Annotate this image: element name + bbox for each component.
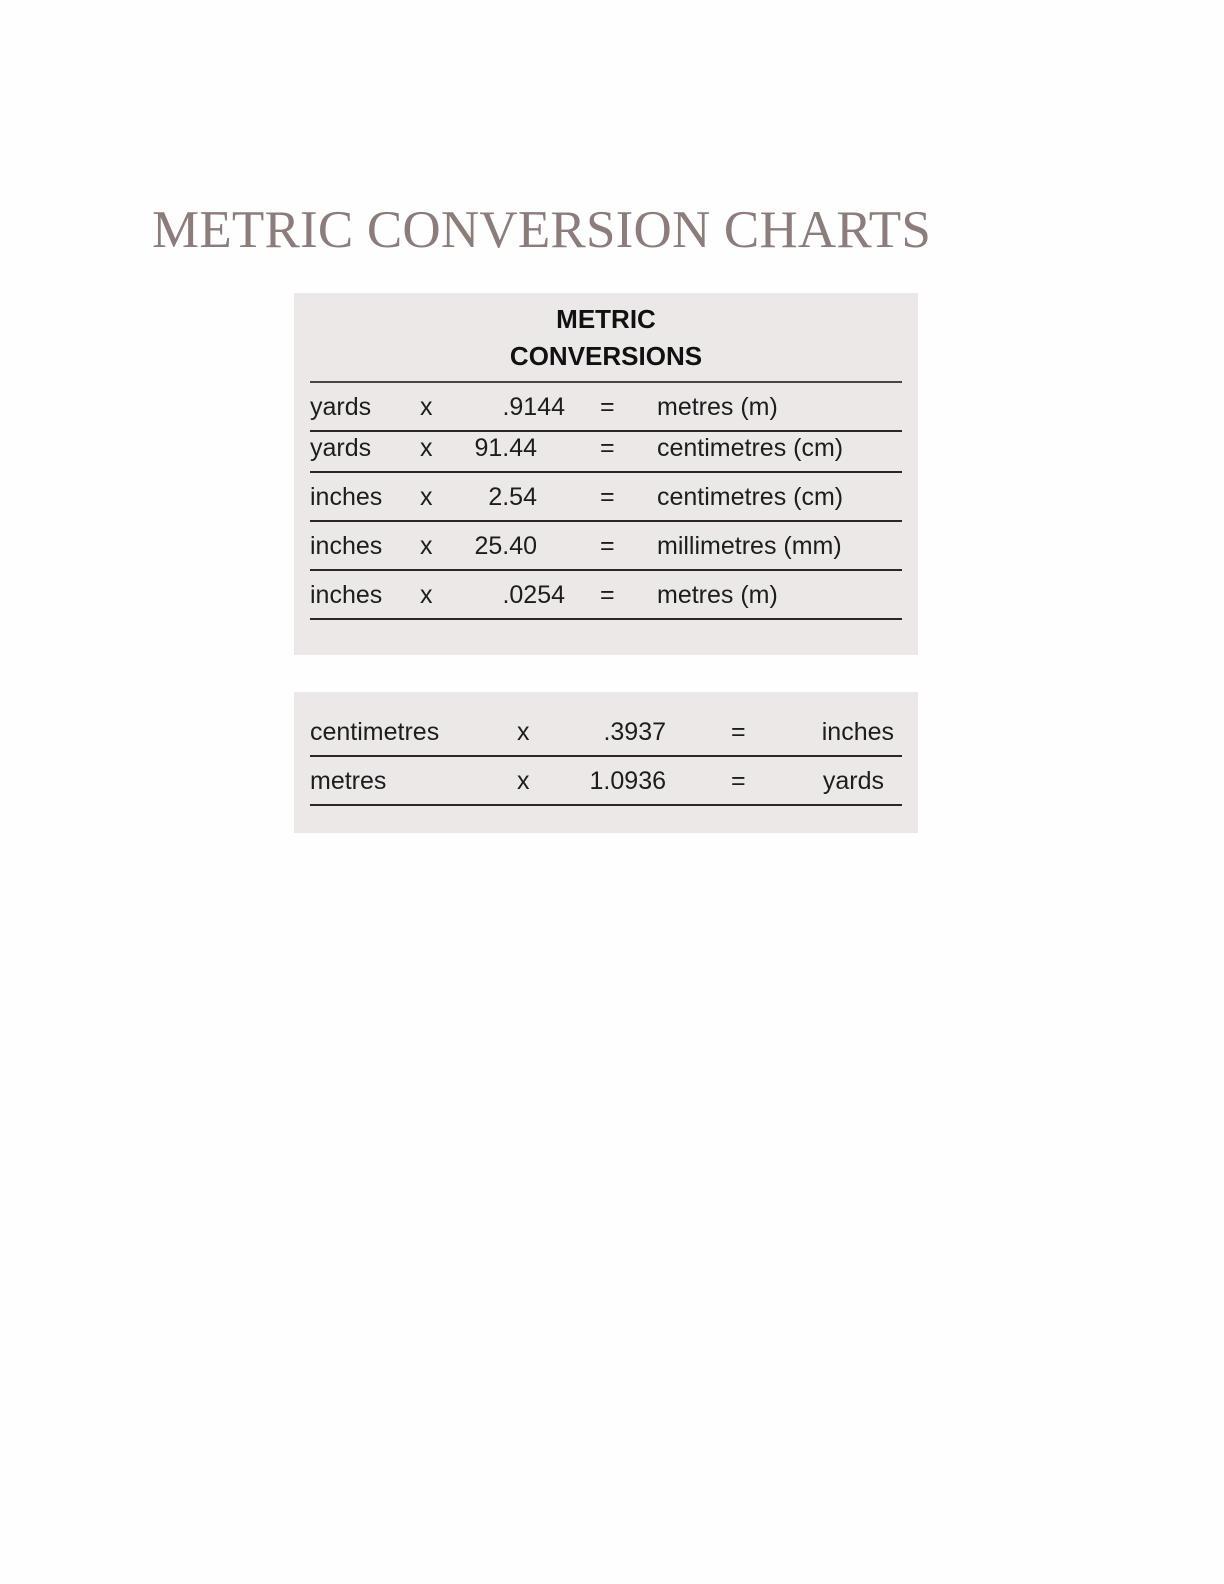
multiply-sign: x (420, 581, 433, 609)
to-unit: metres (m) (657, 393, 778, 421)
multiply-sign: x (420, 393, 433, 421)
equals-sign: = (600, 393, 615, 421)
panel-heading (294, 301, 918, 375)
from-unit: yards (310, 434, 372, 462)
equals-sign: = (731, 767, 746, 795)
table-row (310, 708, 902, 757)
multiply-sign: x (517, 718, 530, 746)
panel-heading-line-2: CONVERSIONS (509, 341, 703, 371)
conversion-factor: .9144 (502, 393, 565, 421)
metric-conversions-panel (294, 293, 918, 655)
to-unit: metres (m) (657, 581, 778, 609)
to-unit: centimetres (cm) (657, 483, 844, 511)
from-unit: inches (310, 581, 383, 609)
table-row (310, 571, 902, 620)
to-unit: inches (821, 718, 894, 746)
conversion-factor: 25.40 (474, 532, 537, 560)
multiply-sign: x (517, 767, 530, 795)
conversion-factor: .0254 (502, 581, 565, 609)
equals-sign: = (600, 581, 615, 609)
equals-sign: = (600, 532, 615, 560)
multiply-sign: x (420, 434, 433, 462)
from-unit: inches (310, 532, 383, 560)
metric-to-imperial-panel (294, 692, 918, 833)
from-unit: inches (310, 483, 383, 511)
to-unit: yards (822, 767, 884, 795)
from-unit: metres (310, 767, 387, 795)
page-title: METRIC CONVERSION CHARTS (152, 201, 932, 259)
to-unit: centimetres (cm) (657, 434, 844, 462)
equals-sign: = (731, 718, 746, 746)
panel-heading-line-1: METRIC (556, 304, 656, 334)
equals-sign: = (600, 434, 615, 462)
table-row (310, 473, 902, 522)
to-unit: millimetres (mm) (657, 532, 842, 560)
equals-sign: = (600, 483, 615, 511)
table-row (310, 522, 902, 571)
conversion-factor: 1.0936 (589, 767, 666, 795)
multiply-sign: x (420, 483, 433, 511)
conversion-factor: .3937 (603, 718, 666, 746)
table-row (310, 424, 902, 473)
from-unit: yards (310, 393, 372, 421)
conversion-factor: 91.44 (474, 434, 537, 462)
conversion-factor: 2.54 (488, 483, 537, 511)
from-unit: centimetres (310, 718, 440, 746)
multiply-sign: x (420, 532, 433, 560)
table-row (310, 757, 902, 806)
